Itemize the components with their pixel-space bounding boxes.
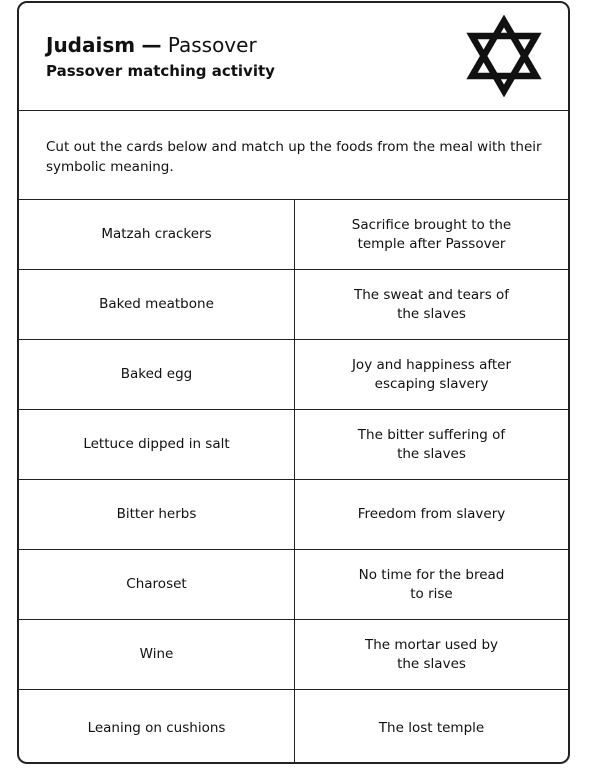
card-row — [19, 200, 568, 270]
meaning-label: The lost temple — [378, 719, 485, 736]
meaning-label: Joy and happiness after escaping slavery — [351, 356, 512, 392]
food-label: Lettuce dipped in salt — [83, 436, 230, 452]
meaning-card[interactable] — [295, 410, 568, 479]
meaning-label: The mortar used by the slaves — [364, 636, 499, 672]
card-row — [19, 690, 568, 764]
food-card[interactable] — [19, 620, 295, 689]
page-subtitle: Passover matching activity — [46, 62, 275, 80]
meaning-label: Freedom from slavery — [357, 506, 506, 522]
card-row — [19, 620, 568, 690]
matching-cards-grid — [19, 200, 568, 764]
food-label: Charoset — [126, 576, 187, 592]
card-row — [19, 410, 568, 480]
meaning-card[interactable] — [295, 200, 568, 269]
food-label: Baked egg — [120, 366, 193, 382]
card-row — [19, 340, 568, 410]
card-row — [19, 550, 568, 620]
meaning-card[interactable] — [295, 480, 568, 549]
food-label: Bitter herbs — [116, 506, 197, 522]
meaning-card[interactable] — [295, 550, 568, 619]
card-row — [19, 270, 568, 340]
title-subject: Judaism — [46, 33, 136, 57]
meaning-card[interactable] — [295, 270, 568, 339]
food-label: Leaning on cushions — [87, 719, 226, 736]
food-label: Wine — [139, 646, 174, 662]
instructions-text: Cut out the cards below and match up the foods from the meal with their symbolic meaning. — [19, 111, 568, 200]
meaning-label: No time for the bread to rise — [358, 566, 505, 602]
meaning-card[interactable] — [295, 620, 568, 689]
meaning-label: Sacrifice brought to the temple after Passover — [351, 216, 512, 252]
card-row — [19, 480, 568, 550]
food-label: Matzah crackers — [101, 226, 212, 242]
page-title — [46, 33, 257, 57]
meaning-card[interactable] — [295, 340, 568, 409]
food-label: Baked meatbone — [99, 296, 214, 312]
worksheet — [17, 1, 570, 764]
meaning-label: The bitter suffering of the slaves — [357, 426, 506, 462]
food-card[interactable] — [19, 200, 295, 269]
meaning-label: The sweat and tears of the slaves — [353, 286, 510, 322]
food-card[interactable] — [19, 410, 295, 479]
food-card[interactable] — [19, 340, 295, 409]
food-card[interactable] — [19, 270, 295, 339]
title-dash: — — [141, 33, 162, 57]
title-topic: Passover — [167, 33, 257, 57]
food-card[interactable] — [19, 480, 295, 549]
meaning-card[interactable] — [295, 690, 568, 764]
worksheet-header — [19, 3, 568, 111]
food-card[interactable] — [19, 690, 295, 764]
star-of-david-icon — [466, 15, 542, 97]
food-card[interactable] — [19, 550, 295, 619]
